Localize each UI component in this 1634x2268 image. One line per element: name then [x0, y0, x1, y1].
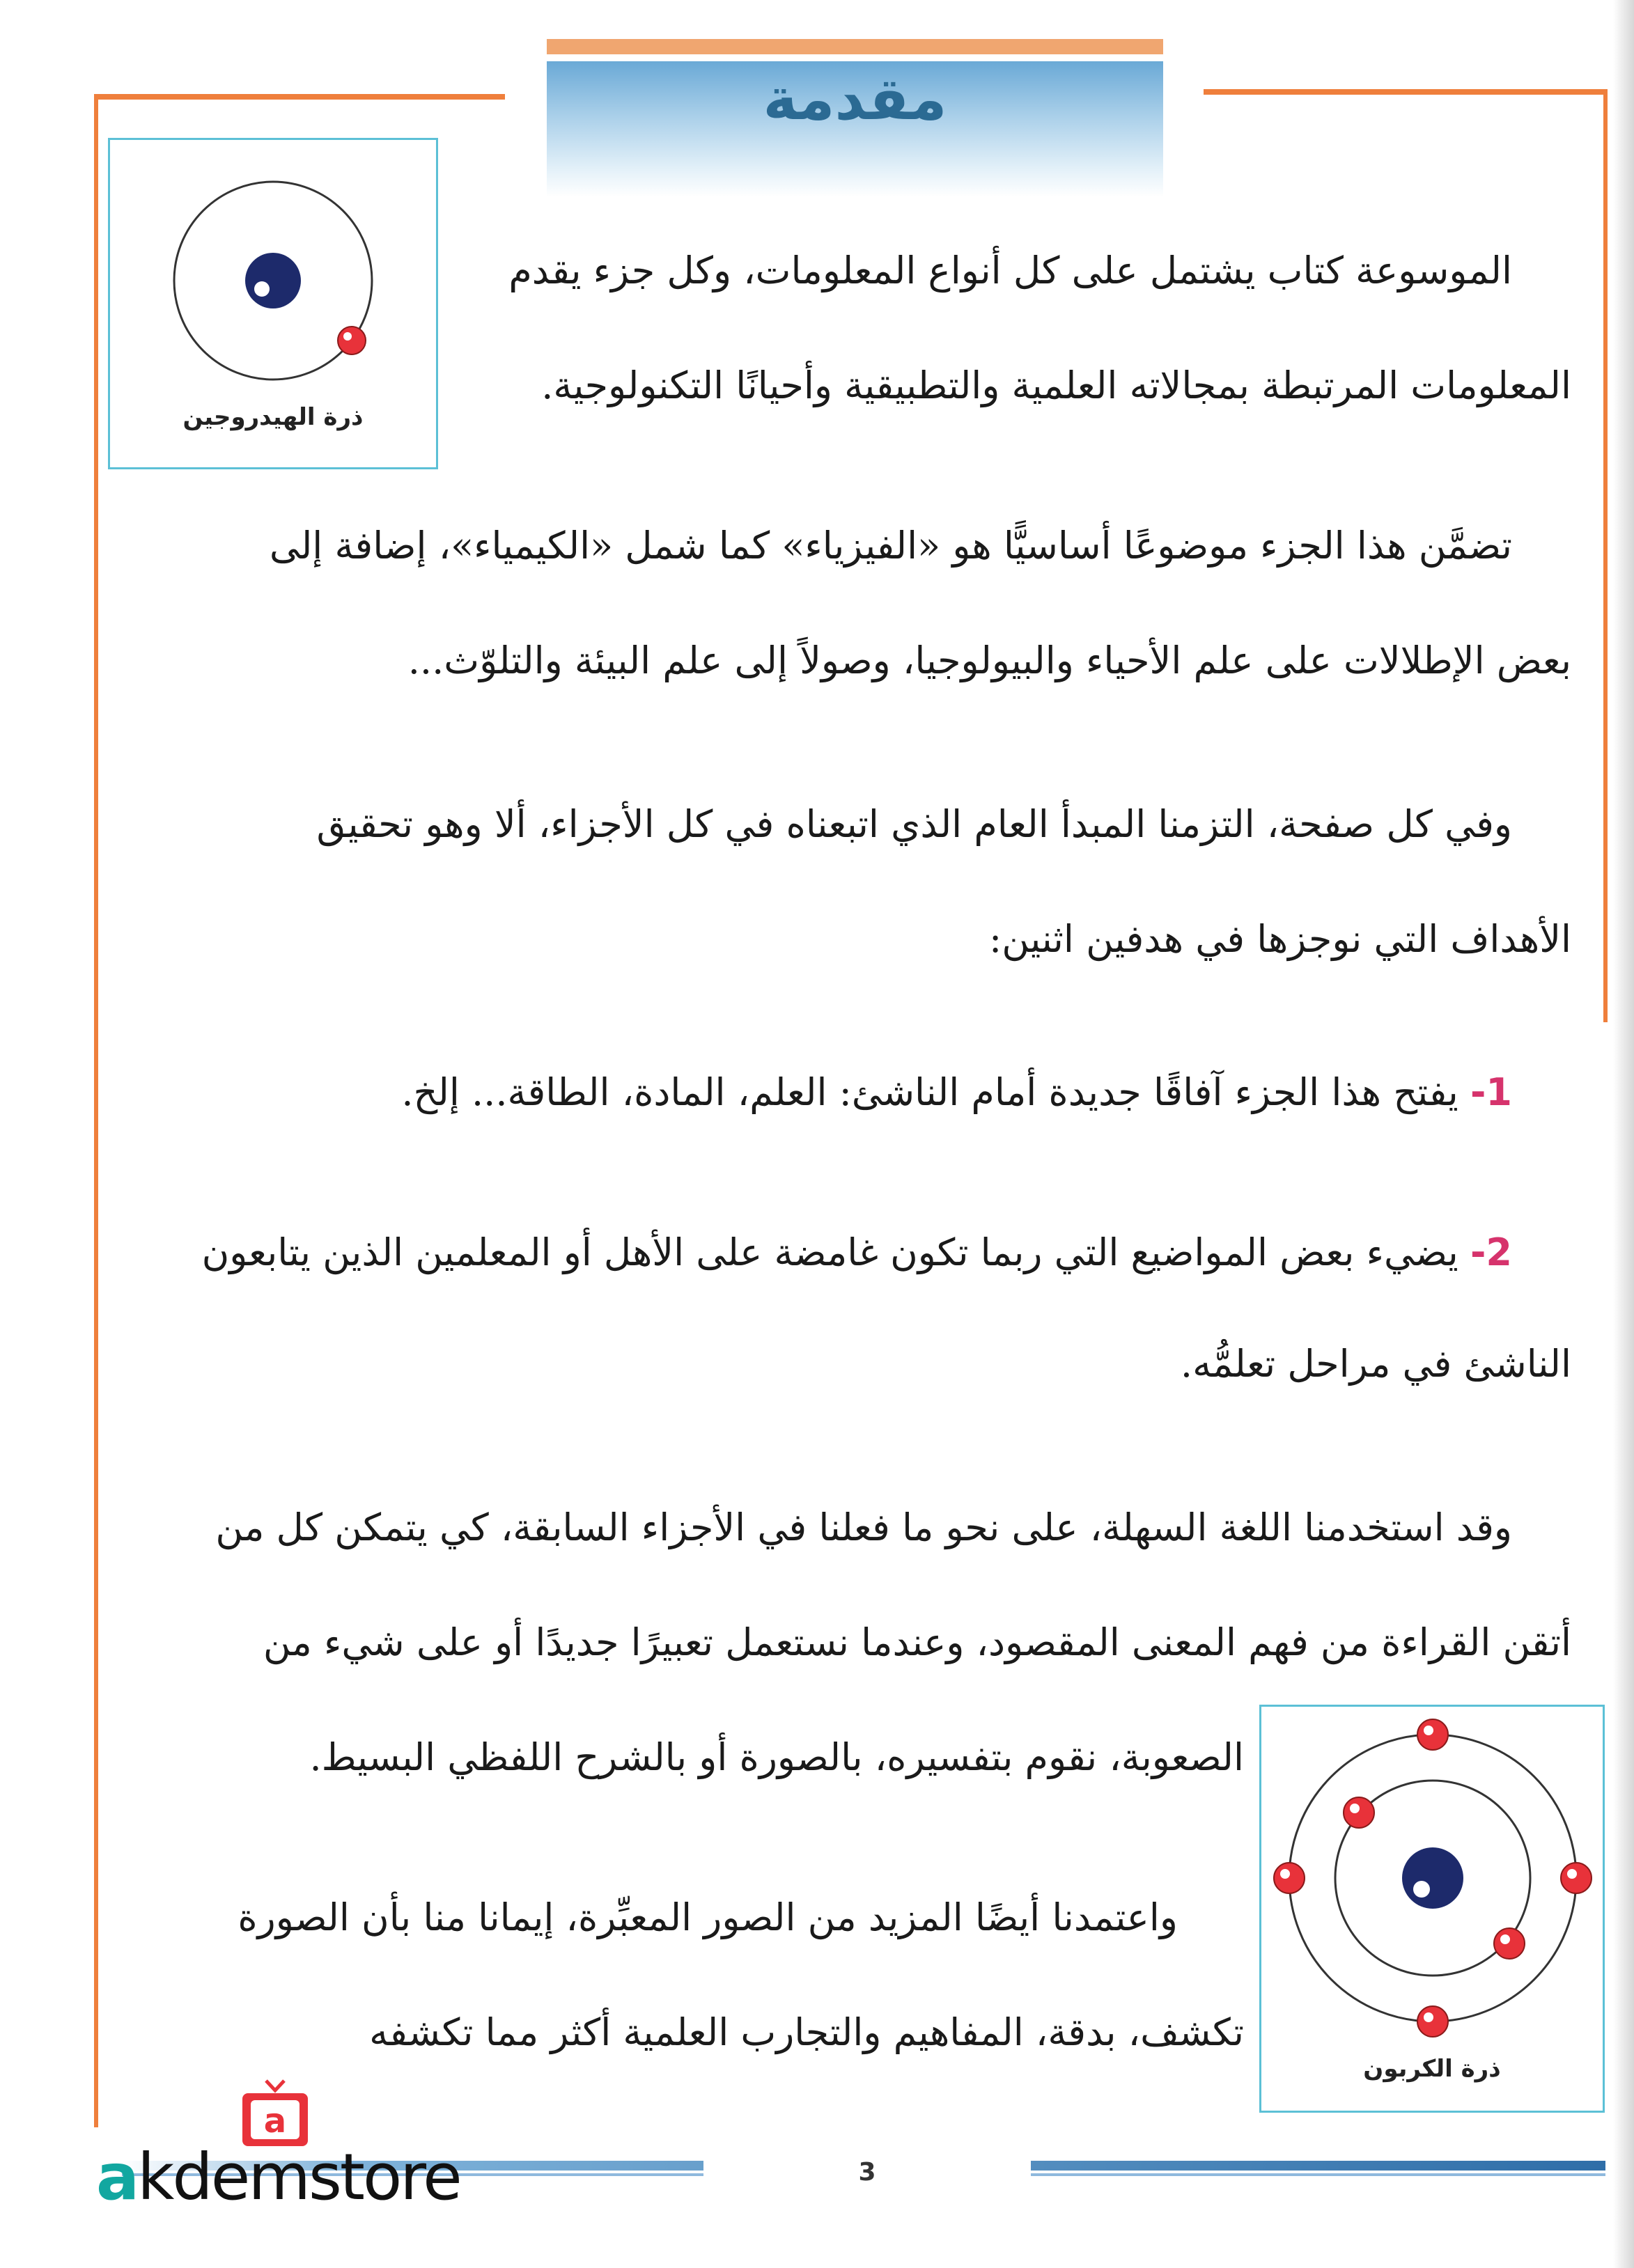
- list-item-1-number: 1-: [1470, 1070, 1512, 1114]
- electron: [338, 327, 366, 354]
- nucleus-highlight: [1413, 1881, 1430, 1898]
- store-logo-name: kdemstore: [137, 2140, 460, 2214]
- page-edge-shadow: [1613, 0, 1634, 2268]
- nucleus-highlight: [254, 281, 270, 297]
- frame-rule-top-right: [1204, 89, 1608, 95]
- hydrogen-caption: ذرة الهيدروجين: [182, 403, 364, 431]
- paragraph-4-line-2: أتقن القراءة من فهم المعنى المقصود، وعندما نستعمل تعبيرًا جديدًا أو على شيء من: [263, 1620, 1571, 1664]
- paragraph-2-line-1: تضمَّن هذا الجزء موضوعًا أساسيًّا هو «الفيزياء» كما شمل «الكيمياء»، إضافة إلى: [269, 524, 1512, 568]
- list-item-1-text: يفتح هذا الجزء آفاقًا جديدة أمام الناشئ: العلم، المادة، الطاقة... إلخ.: [401, 1070, 1458, 1114]
- paragraph-4-line-1: وقد استخدمنا اللغة السهلة، على نحو ما فعلنا في الأجزاء السابقة، كي يتمكن كل من: [215, 1506, 1512, 1549]
- electron: [1344, 1797, 1374, 1828]
- list-item-2-line-2: الناشئ في مراحل تعلمُّه.: [1180, 1342, 1571, 1386]
- store-logo: [96, 2139, 460, 2216]
- frame-rule-top-left: [94, 94, 505, 100]
- nucleus: [1402, 1847, 1463, 1909]
- title-band: [547, 39, 1163, 54]
- paragraph-2-line-2: بعض الإطلالات على علم الأحياء والبيولوجيا، وصولاً إلى علم البيئة والتلوّث...: [407, 639, 1571, 682]
- page-number: 3: [858, 2158, 876, 2187]
- paragraph-1-line-1: الموسوعة كتاب يشتمل على كل أنواع المعلومات، وكل جزء يقدم: [508, 249, 1512, 292]
- paragraph-3-line-1: وفي كل صفحة، التزمنا المبدأ العام الذي اتبعناه في كل الأجزاء، ألا وهو تحقيق: [316, 802, 1512, 846]
- list-item-2-number: 2-: [1470, 1230, 1512, 1274]
- electron: [1417, 2006, 1448, 2037]
- nucleus: [245, 253, 301, 308]
- list-item-2-text: يضيء بعض المواضيع التي ربما تكون غامضة على الأهل أو المعلمين الذين يتابعون: [201, 1230, 1458, 1274]
- electron-highlight: [343, 332, 352, 341]
- carbon-atom-figure: [1259, 1705, 1605, 2113]
- list-item-1: [401, 1065, 1512, 1120]
- store-logo-accent: a: [96, 2140, 138, 2214]
- paragraph-5-line-1: واعتمدنا أيضًا المزيد من الصور المعبِّرة، إيمانا منا بأن الصورة: [238, 1895, 1178, 1939]
- paragraph-3-line-2: الأهداف التي نوجزها في هدفين اثنين:: [989, 917, 1571, 961]
- frame-rule-right: [1603, 89, 1608, 1022]
- logo-icon-letter: a: [263, 2102, 287, 2141]
- list-item-2-line-1: [202, 1226, 1512, 1280]
- paragraph-5-line-2: تكشف، بدقة، المفاهيم والتجارب العلمية أكثر مما تكشفه: [369, 2010, 1244, 2054]
- paragraph-1-line-2: المعلومات المرتبطة بمجالاته العلمية والتطبيقية وأحيانًا التكنولوجية.: [541, 363, 1571, 407]
- electron: [1417, 1719, 1448, 1750]
- carbon-caption: ذرة الكربون: [1363, 2055, 1501, 2083]
- carbon-atom-diagram: [1261, 1707, 1603, 2111]
- electron: [1274, 1863, 1305, 1893]
- electron: [1494, 1928, 1525, 1959]
- page-title: مقدمة: [763, 65, 947, 133]
- electron: [1561, 1863, 1592, 1893]
- hydrogen-atom-figure: [108, 138, 438, 469]
- frame-rule-left: [94, 94, 98, 2127]
- paragraph-4-line-3: الصعوبة، نقوم بتفسيره، بالصورة أو بالشرح اللفظي البسيط.: [309, 1735, 1244, 1779]
